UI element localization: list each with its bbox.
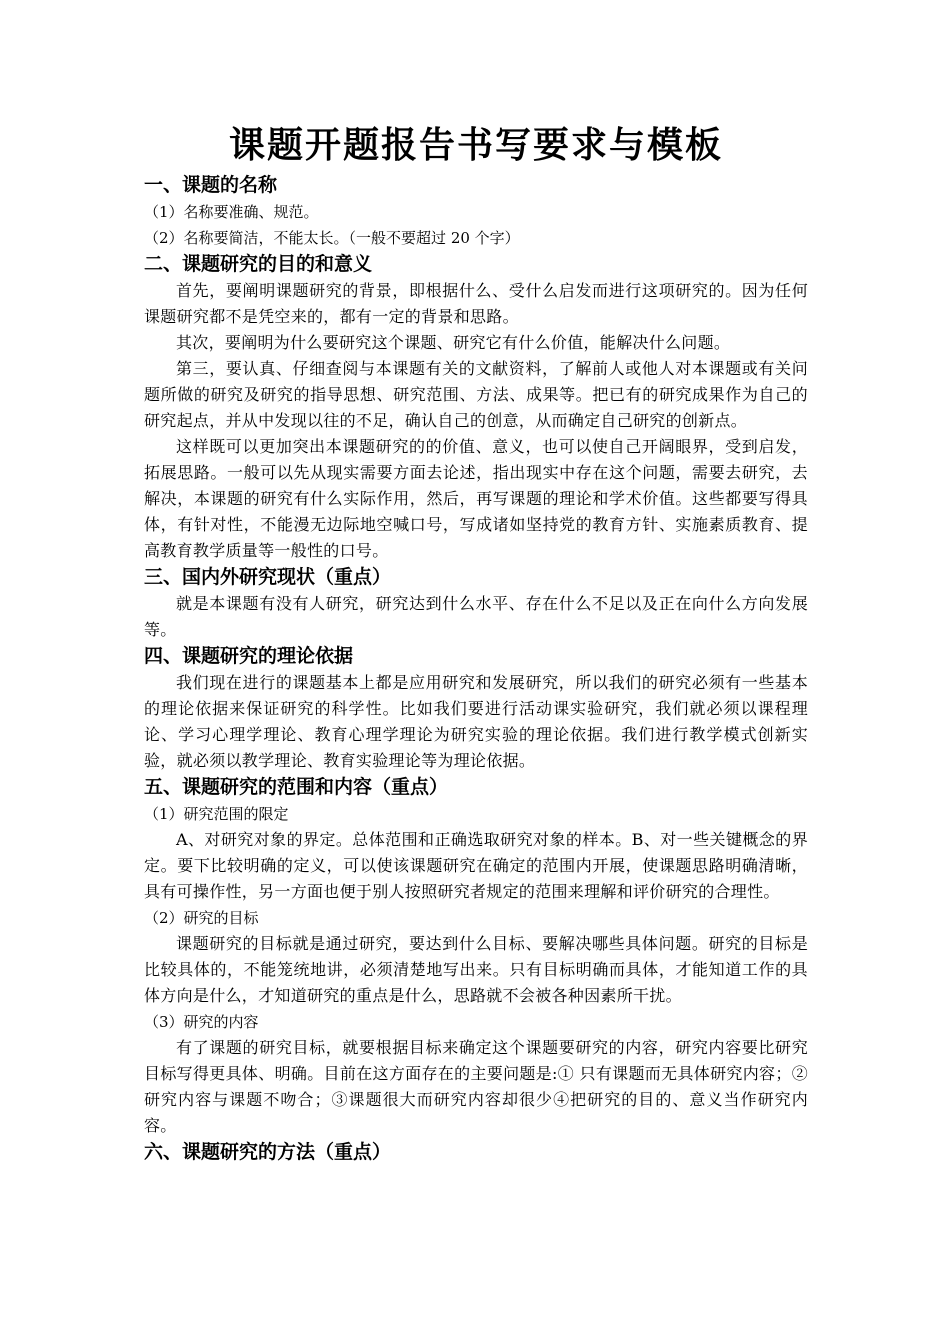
section-heading-3: 三、国内外研究现状（重点） <box>144 566 392 588</box>
list-item: （2）名称要简洁，不能太长。（一般不要超过 20 个字） <box>144 229 520 247</box>
paragraph: 就是本课题有没有人研究，研究达到什么水平、存在什么不足以及正在向什么方向发展等。 <box>144 594 808 639</box>
paragraph: 第三，要认真、仔细查阅与本课题有关的文献资料，了解前人或他人对本课题或有关问题所做的研究及研究的指导思想、研究范围、方法、成果等。把已有的研究成果作为自己的研究起点，并从中发现以往的不足，确认自己的创意，从而确定自己研究的创新点。 <box>144 359 808 430</box>
paragraph: 首先，要阐明课题研究的背景，即根据什么、受什么启发而进行这项研究的。因为任何课题研究都不是凭空来的，都有一定的背景和思路。 <box>144 281 808 326</box>
list-item: （3）研究的内容 <box>144 1013 259 1031</box>
section-heading-2: 二、课题研究的目的和意义 <box>144 253 373 275</box>
paragraph: 这样既可以更加突出本课题研究的的价值、意义，也可以使自己开阔眼界，受到启发，拓展思路。一般可以先从现实需要方面去论述，指出现实中存在这个问题，需要去研究，去解决，本课题的研究有什么实际作用，然后，再写课题的理论和学术价值。这些都要写得具体，有针对性，不能漫无边际地空喊口号，写成诸如坚持党的教育方针、实施素质教育、提高教育教学质量等一般性的口号。 <box>144 437 808 560</box>
list-item: （2）研究的目标 <box>144 909 259 927</box>
paragraph: A、对研究对象的界定。总体范围和正确选取研究对象的样本。B、对一些关键概念的界定。要下比较明确的定义，可以使该课题研究在确定的范围内开展，使课题思路明确清晰，具有可操作性，另一方面也便于别人按照研究者规定的范围来理解和评价研究的合理性。 <box>144 830 808 901</box>
paragraph: 课题研究的目标就是通过研究，要达到什么目标、要解决哪些具体问题。研究的目标是比较具体的，不能笼统地讲，必须清楚地写出来。只有目标明确而具体，才能知道工作的具体方向是什么，才知道研究的重点是什么，思路就不会被各种因素所干扰。 <box>144 934 808 1005</box>
paragraph: 有了课题的研究目标，就要根据目标来确定这个课题要研究的内容，研究内容要比研究目标写得更具体、明确。目前在这方面存在的主要问题是:① 只有课题而无具体研究内容；②研究内容与课题不吻合；③课题很大而研究内容却很少④把研究的目的、意义当作研究内容。 <box>144 1038 808 1135</box>
document-title: 课题开题报告书写要求与模板 <box>228 125 723 166</box>
list-item: （1）研究范围的限定 <box>144 805 289 823</box>
section-heading-5: 五、课题研究的范围和内容（重点） <box>144 776 449 798</box>
section-heading-4: 四、课题研究的理论依据 <box>144 645 354 667</box>
paragraph: 我们现在进行的课题基本上都是应用研究和发展研究，所以我们的研究必须有一些基本的理论依据来保证研究的科学性。比如我们要进行活动课实验研究，我们就必须以课程理论、学习心理学理论、教育心理学理论为研究实验的理论依据。我们进行教学模式创新实验，就必须以教学理论、教育实验理论等为理论依据。 <box>144 673 808 770</box>
paragraph: 其次，要阐明为什么要研究这个课题、研究它有什么价值，能解决什么问题。 <box>176 333 731 352</box>
list-item: （1）名称要准确、规范。 <box>144 203 319 221</box>
section-heading-6: 六、课题研究的方法（重点） <box>144 1141 392 1163</box>
section-heading-1: 一、课题的名称 <box>144 174 278 196</box>
